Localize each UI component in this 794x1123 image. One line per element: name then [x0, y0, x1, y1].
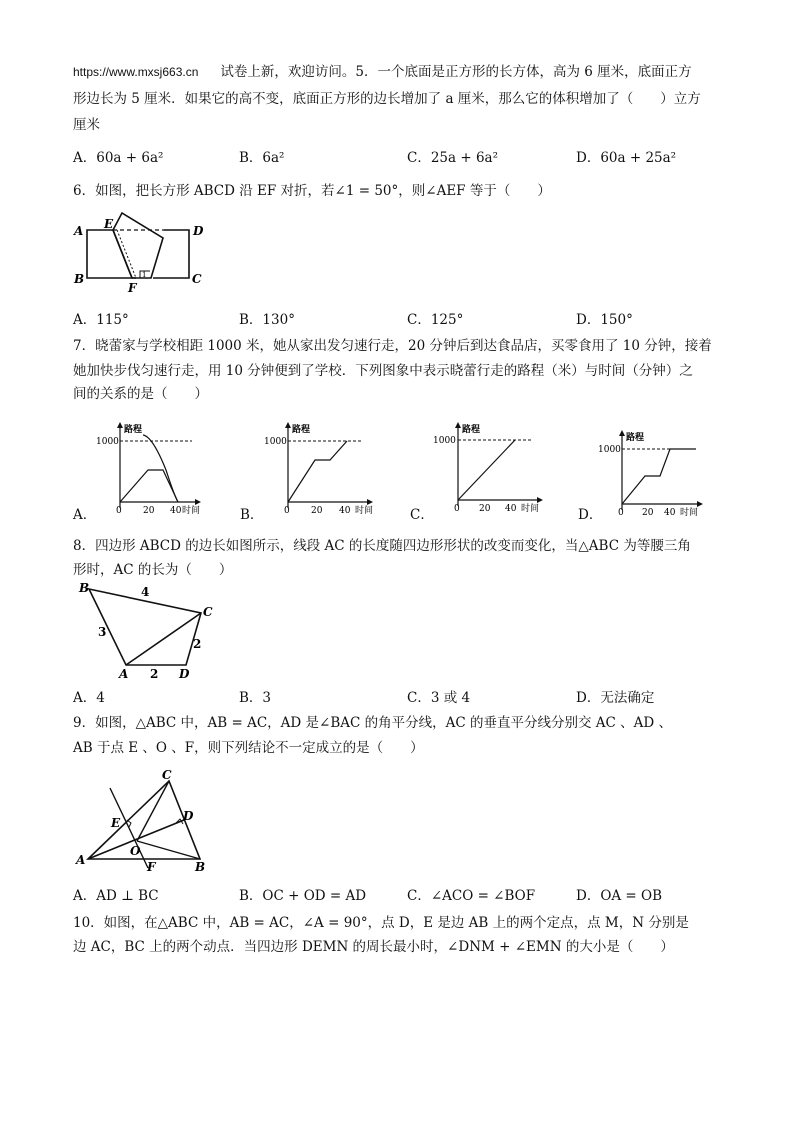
label-e: E — [104, 217, 114, 231]
graph-a-letter[interactable]: A． — [73, 507, 97, 523]
q6-option-d[interactable]: D．150° — [576, 312, 633, 328]
graph-b — [255, 420, 385, 520]
q6-figure — [70, 208, 210, 296]
q9-option-d[interactable]: D．OA = OB — [576, 888, 663, 904]
q8-label-a: A — [119, 667, 129, 681]
graph-b-xlabel: 时间 — [355, 506, 374, 516]
q9-option-b[interactable]: B．OC + OD = AD — [239, 888, 367, 904]
folded-flap — [113, 213, 163, 278]
label-d: D — [193, 224, 204, 238]
q5-line1 — [73, 62, 692, 82]
q9-label-e: E — [111, 816, 121, 830]
q9-figure — [72, 768, 222, 880]
graph-c-ylabel: 路程 — [462, 425, 481, 435]
graph-a — [88, 420, 218, 520]
graph-c-xlabel: 时间 — [521, 504, 540, 514]
graph-d-1000: 1000 — [598, 445, 621, 455]
q7-line2: 她加快步伐匀速行走，用 10 分钟便到了学校．下列图象中表示晓蕾行走的路程（米）与时间（分钟）之 — [73, 363, 693, 379]
q6-options — [73, 310, 733, 330]
q9-label-o: O — [130, 844, 141, 858]
q9-options — [73, 886, 733, 906]
graph-a-x20: 20 — [143, 506, 155, 516]
q8-label-4: 4 — [141, 585, 150, 599]
q5-line2: 形边长为 5 厘米．如果它的高不变，底面正方形的边长增加了 a 厘米，那么它的体积增加了（ ）立方 — [73, 91, 701, 107]
label-f: F — [128, 281, 137, 295]
graph-b-1000: 1000 — [264, 437, 287, 447]
graph-a-xlabel: 时间 — [182, 506, 201, 516]
q8-label-2-ad: 2 — [150, 667, 159, 681]
q8-option-a[interactable]: A．4 — [73, 690, 105, 706]
graph-c-x20: 20 — [479, 504, 491, 514]
q8-label-2-cd: 2 — [193, 637, 202, 651]
label-angle-1: 1 — [142, 271, 147, 279]
graph-d-x40: 40 — [664, 508, 676, 518]
label-b: B — [74, 272, 85, 286]
graph-c-x40: 40 — [505, 504, 517, 514]
graph-b-x20: 20 — [311, 506, 323, 516]
graph-b-x40: 40 — [339, 506, 351, 516]
header-url[interactable]: https://www.mxsj663.cn — [73, 65, 199, 79]
graph-d-x20: 20 — [642, 508, 654, 518]
q8-figure — [75, 580, 225, 682]
q8-label-d: D — [179, 667, 190, 681]
q9-label-d: D — [183, 809, 194, 823]
graph-d-ylabel: 路程 — [626, 433, 645, 443]
q9-label-b: B — [195, 860, 206, 874]
q5-option-c[interactable]: C．25a + 6a² — [407, 150, 498, 166]
graph-a-ylabel: 路程 — [124, 425, 143, 435]
fold-line-dashed — [117, 230, 136, 278]
graph-a-1000: 1000 — [96, 437, 119, 447]
q5-line3: 厘米 — [73, 117, 100, 133]
diagonal-ac — [126, 613, 201, 665]
graph-d-xlabel: 时间 — [680, 508, 699, 518]
graph-b-ylabel: 路程 — [292, 425, 311, 435]
q8-option-d[interactable]: D．无法确定 — [576, 690, 655, 706]
q6-option-c[interactable]: C．125° — [407, 312, 464, 328]
q6-option-b[interactable]: B．130° — [239, 312, 295, 328]
q8-label-3: 3 — [98, 625, 107, 639]
graph-a-origin: 0 — [116, 506, 122, 516]
label-a: A — [74, 224, 84, 238]
q7-line3: 间的关系的是（ ） — [73, 386, 208, 402]
q9-label-f: F — [147, 860, 156, 874]
q8-line2: 形时，AC 的长为（ ） — [73, 562, 233, 578]
graph-d-letter[interactable]: D． — [578, 507, 603, 523]
q7-line1: 7．晓蕾家与学校相距 1000 米，她从家出发匀速行走，20 分钟后到达食品店，买零食用了 10 分钟，接着 — [73, 338, 712, 354]
q8-label-b: B — [79, 581, 90, 595]
graph-d-origin: 0 — [618, 508, 624, 518]
q8-label-c: C — [203, 605, 213, 619]
q6-text: 6．如图，把长方形 ABCD 沿 EF 对折，若∠1 = 50°，则∠AEF 等于（ ） — [73, 183, 551, 199]
q10-line2: 边 AC，BC 上的两个动点．当四边形 DEMN 的周长最小时，∠DNM + ∠EMN 的大小是（ ） — [73, 939, 674, 955]
header-notice: 试卷上新，欢迎访问。 — [220, 64, 356, 80]
q9-label-c: C — [162, 768, 172, 782]
q8-option-c[interactable]: C．3 或 4 — [407, 690, 471, 706]
q9-option-a[interactable]: A．AD ⊥ BC — [73, 888, 159, 904]
q5-option-b[interactable]: B．6a² — [239, 150, 285, 166]
graph-c — [425, 420, 555, 520]
q9-option-c[interactable]: C．∠ACO = ∠BOF — [407, 888, 536, 904]
graph-a-x40: 40 — [170, 506, 182, 516]
graph-b-origin: 0 — [284, 506, 290, 516]
label-c: C — [192, 272, 202, 286]
q8-option-b[interactable]: B．3 — [239, 690, 272, 706]
q5-text-1: 5．一个底面是正方形的长方体，高为 6 厘米，底面正方 — [355, 64, 692, 80]
q8-options — [73, 688, 733, 708]
graph-c-letter[interactable]: C． — [410, 507, 434, 523]
q10-line1: 10．如图，在△ABC 中，AB = AC，∠A = 90°，点 D，E 是边 AB 上的两个定点，点 M，N 分别是 — [73, 915, 689, 931]
q6-option-a[interactable]: A．115° — [73, 312, 129, 328]
graph-b-letter[interactable]: B． — [240, 507, 264, 523]
graph-d — [592, 428, 712, 520]
graph-c-1000: 1000 — [433, 436, 456, 446]
q9-line1: 9．如图，△ABC 中，AB = AC，AD 是∠BAC 的角平分线，AC 的垂直平分线分别交 AC 、AD 、 — [73, 715, 673, 731]
graph-c-origin: 0 — [454, 504, 460, 514]
q9-label-a: A — [76, 853, 86, 867]
q5-options — [73, 148, 733, 168]
q5-option-a[interactable]: A．60a + 6a² — [73, 150, 164, 166]
q9-line2: AB 于点 E 、O 、F，则下列结论不一定成立的是（ ） — [73, 740, 424, 756]
q5-option-d[interactable]: D．60a + 25a² — [576, 150, 677, 166]
q8-line1: 8．四边形 ABCD 的边长如图所示，线段 AC 的长度随四边形形状的改变而变化，当△ABC 为等腰三角 — [73, 538, 691, 554]
segment-ob — [137, 841, 200, 859]
